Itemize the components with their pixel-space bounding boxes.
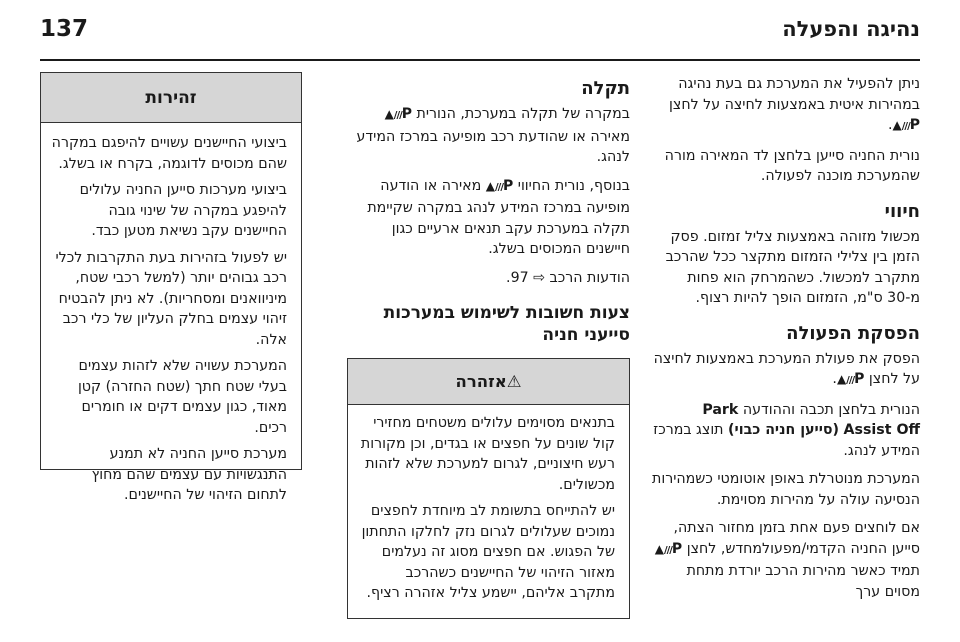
heading-indication: חיווי (884, 200, 920, 222)
warning-box (347, 358, 630, 619)
heading-deactivation: הפסקת הפעולה (786, 322, 920, 344)
column-right (650, 74, 920, 610)
paragraph: הפסק את פעולת המערכת באמצעות לחיצה על לחצן ▲///P. (650, 349, 920, 392)
park-label: Park (702, 401, 739, 418)
assist-off-hebrew: (סייען חניה כבוי) (728, 422, 840, 438)
park-assist-icon: ▲///P (485, 177, 514, 194)
park-assist-icon: ▲///P (836, 371, 865, 387)
assist-off-label: Assist Off (843, 422, 920, 438)
caution-paragraph: יש לפעול בזהירות בעת התקרבות לכלי רכב גבוהים יותר (למשל רכבי שטח, מיניוואנים ומסחריות). לא ניתן להבטיח זיהוי עצמים בחלק העליון של כלי רכב אלה. (55, 249, 287, 348)
heading-fault: תקלה (581, 78, 630, 99)
park-assist-icon: ▲///P (892, 117, 920, 133)
warning-paragraph: בתנאים מסוימים עלולים משטחים מחזירי קול שונים על חפצים או בגדים, וכן מקורות רעש חיצוניים, לגרום למערכת שלא לזהות מכשולים. (360, 415, 615, 493)
paragraph: בנוסף, נורית החיווי ▲///P מאירה או הודעה מופיעה במרכז המידע לנהג במקרה שקיימת תקלה במערכת עקב תנאים ארעיים כגון חיישנים המכוסים בשלג. (367, 177, 630, 257)
warning-header: ⚠אזהרה (348, 359, 629, 405)
paragraph: במקרה של תקלה במערכת, הנורית ▲///P מאירה או שהודעת רכב מופיעה במרכז המידע לנהג. (356, 106, 630, 165)
paragraph: המערכת מנוטרלת באופן אוטומטי כשמהירות הנסיעה עולה על מהירות מסוימת. (652, 471, 920, 508)
caution-paragraph: ביצועי מערכות סייען החניה עלולים להיפגע במקרה של שינוי גובה החיישנים עקב נשיאת מטען כבד. (79, 182, 287, 239)
page-reference[interactable]: 97 (510, 269, 529, 286)
park-assist-icon: ▲///P (654, 540, 683, 557)
caution-paragraph: מערכת סייען החניה לא תמנע התנגשויות עם עצמים שהם מחוץ לתחום הזיהוי של החיישנים. (91, 446, 287, 503)
heading-important-notes: צעות חשובות לשימוש במערכות סייעני חניה (383, 303, 630, 345)
column-left (40, 72, 302, 503)
page-header (40, 14, 920, 54)
page-number: 137 (40, 16, 89, 42)
column-middle (347, 78, 630, 619)
caution-paragraph: ביצועי החיישנים עשויים להיפגם במקרה שהם מכוסים לדוגמה, בקרח או בשלג. (51, 135, 287, 172)
page-ref-arrow-icon: ⇨ (533, 269, 546, 286)
warning-triangle-icon: ⚠ (506, 372, 522, 391)
paragraph: מכשול מזוהה באמצעות צליל זמזום. פסק הזמן בין צלילי הזמזום מתקצר ככל שהרכב מתקרב למכשול. כשהמרחק הוא פחות מ-30 ס"מ, הזמזום הופך להיות רצוף. (665, 228, 920, 306)
paragraph: הנורית בלחצן תכבה וההודעה Park Assist Off (סייען חניה כבוי) תוצג במרכז המידע לנהג. (653, 401, 920, 459)
park-assist-icon: ▲///P (384, 106, 413, 122)
paragraph: הודעות הרכב ⇨ 97. (506, 269, 630, 286)
header-divider (40, 59, 920, 61)
paragraph: ניתן להפעיל את המערכת גם בעת נהיגה במהירות איטית באמצעות לחיצה על לחצן ▲///P. (650, 74, 920, 138)
paragraph: אם לוחצים פעם אחת בזמן מחזור הצתה, סייען החניה הקדמי/מפעולמחדש, לחצן ▲///P תמיד כאשר מהירות הרכב יורדת מתחת מסוים ערך (654, 520, 920, 600)
caution-paragraph: המערכת עשויה שלא לזהות עצמים בעלי שטח חתך (שטח החזרה) קטן מאוד, כגון עצמים דקים או חומרים רכים. (77, 358, 287, 436)
paragraph: נורית החניה סייען בלחצן לד המאירה מורה שהמערכת מוכנה לפעולה. (664, 147, 920, 184)
section-title: נהיגה והפעלה (782, 17, 920, 41)
caution-header: זהירות (41, 73, 301, 123)
warning-paragraph: יש להתייחס בתשומת לב מיוחדת לחפצים נמוכים שעלולים לגרום נזק לחלקו התחתון של הפגוש. אם חפצים מסוג זה נעלמים מאזור הזיהוי של החיישנים כשהרכב מתקרב אליהם, יישמע צליל אזהרה רציף. (361, 503, 615, 601)
caution-box (40, 72, 302, 503)
